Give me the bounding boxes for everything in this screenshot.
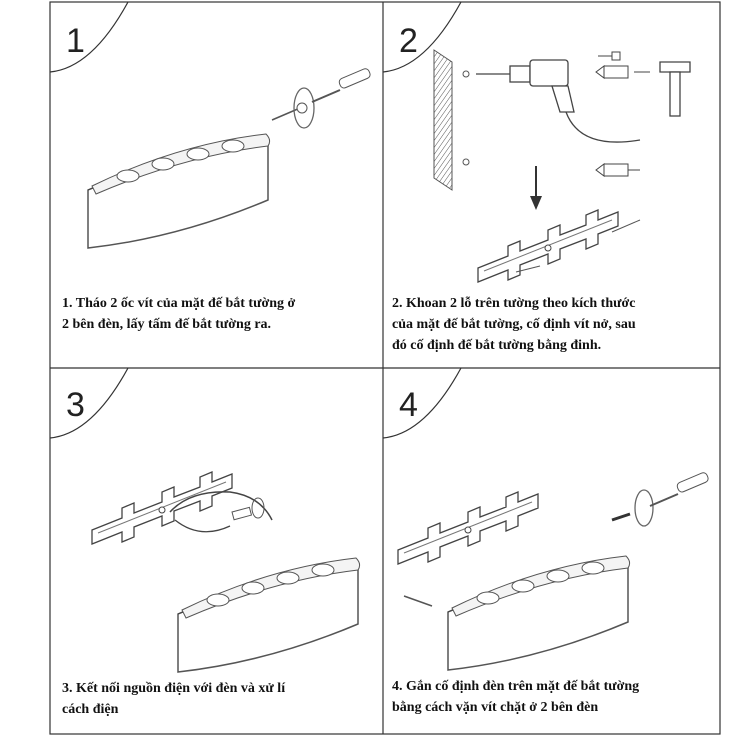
wall-anchor-icon-2 (596, 164, 640, 176)
screwdriver-icon (312, 67, 371, 102)
wall-icon (434, 50, 452, 190)
caption-line: đó cố định đế bắt tường bằng đinh. (392, 338, 602, 353)
step-1-caption (62, 293, 382, 335)
screw-icon (612, 514, 630, 520)
lamp-body (448, 556, 630, 670)
screwdriver-icon (650, 471, 709, 506)
screw-icon-left (404, 596, 432, 606)
rotation-arrow-icon (635, 490, 653, 526)
lamp-body (88, 134, 270, 248)
caption-line: 3. Kết nối nguồn điện với đèn và xử lí (62, 681, 286, 696)
step-2-caption (392, 293, 722, 356)
step-1-illustration (88, 67, 371, 248)
caption-line: bằng cách vặn vít chặt ở 2 bên đèn (392, 700, 599, 715)
step-number-1: 1 (66, 22, 85, 60)
caption-line: cách điện (62, 702, 119, 717)
caption-line: 2. Khoan 2 lỗ trên tường theo kích thước (392, 296, 636, 311)
step-number-4: 4 (399, 386, 418, 424)
step-tab-4 (383, 368, 461, 438)
down-arrow-icon (530, 166, 542, 210)
caption-line: của mặt đế bắt tường, cố định vít nở, sau (392, 317, 636, 332)
wire-connector-icon (232, 498, 264, 520)
caption-line: 2 bên đèn, lấy tấm đế bắt tường ra. (62, 317, 272, 332)
step-number-2: 2 (399, 22, 418, 60)
step-4-illustration (398, 471, 709, 670)
wall-anchor-icon (596, 52, 650, 78)
hammer-icon (660, 62, 690, 116)
step-3-caption (62, 678, 382, 720)
wall-bracket (478, 210, 618, 282)
step-4-caption (392, 676, 722, 718)
screw-icon (272, 103, 307, 120)
wall-bracket (398, 492, 538, 564)
caption-line: 1. Tháo 2 ốc vít của mặt đế bắt tường ở (62, 296, 296, 311)
step-2-illustration (434, 50, 690, 282)
step-3-illustration (92, 472, 360, 672)
step-tab-1 (50, 2, 128, 72)
lamp-body (178, 558, 360, 672)
step-number-3: 3 (66, 386, 85, 424)
wall-bracket (92, 472, 232, 544)
caption-line: 4. Gắn cố định đèn trên mặt đế bắt tường (392, 679, 640, 694)
step-tab-3 (50, 368, 128, 438)
